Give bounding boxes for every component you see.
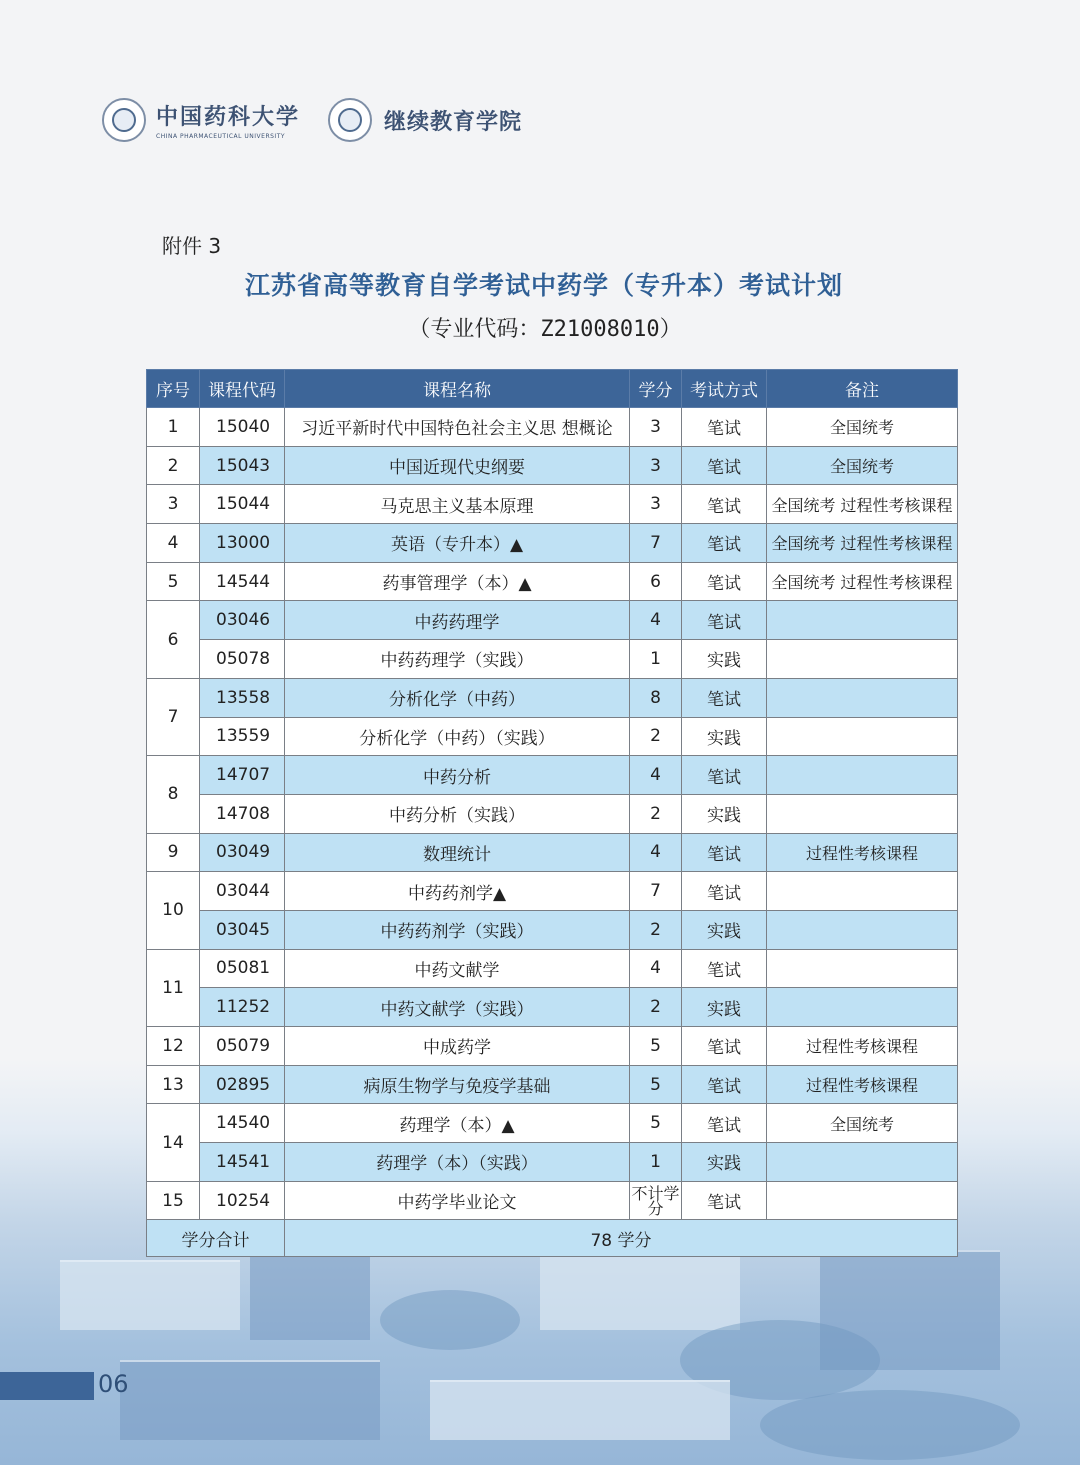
- cell-name: 中国近现代史纲要: [285, 446, 630, 485]
- cell-credit: 3: [630, 446, 682, 485]
- cell-mode: 实践: [682, 1143, 767, 1182]
- college-seal-logo: [328, 98, 372, 142]
- cell-seq: 8: [147, 756, 200, 833]
- cell-name: 中药文献学（实践）: [285, 988, 630, 1027]
- cell-credit: 2: [630, 794, 682, 833]
- cell-note: 全国统考: [767, 446, 958, 485]
- cell-note: [767, 678, 958, 717]
- cell-mode: 笔试: [682, 524, 767, 563]
- cell-seq: 10: [147, 872, 200, 949]
- table-row: [147, 1181, 958, 1220]
- cell-code: 14541: [200, 1143, 285, 1182]
- cell-note: [767, 794, 958, 833]
- cell-mode: 笔试: [682, 872, 767, 911]
- cell-note: [767, 756, 958, 795]
- cell-code: 15043: [200, 446, 285, 485]
- cell-code: 14544: [200, 562, 285, 601]
- cell-note: [767, 1143, 958, 1182]
- cell-name: 药理学（本）（实践）: [285, 1143, 630, 1182]
- table-row: [147, 485, 958, 524]
- cell-note: 全国统考: [767, 408, 958, 447]
- table-row: [147, 1143, 958, 1182]
- university-name-cn: 中国药科大学: [156, 104, 301, 130]
- cell-code: 13000: [200, 524, 285, 563]
- cell-name: 药事管理学（本）▲: [285, 562, 630, 601]
- cell-code: 03045: [200, 910, 285, 949]
- header-code: 课程代码: [200, 370, 285, 408]
- cell-credit: 4: [630, 601, 682, 640]
- cell-code: 14708: [200, 794, 285, 833]
- cell-code: 05078: [200, 640, 285, 679]
- cell-seq: 5: [147, 562, 200, 601]
- cell-code: 02895: [200, 1065, 285, 1104]
- cell-mode: 实践: [682, 988, 767, 1027]
- cell-mode: 笔试: [682, 562, 767, 601]
- cell-code: 05081: [200, 949, 285, 988]
- attachment-label: 附件 3: [162, 234, 222, 258]
- cell-name: 习近平新时代中国特色社会主义思 想概论: [285, 408, 630, 447]
- cell-seq: 6: [147, 601, 200, 678]
- header-logos: [102, 95, 522, 145]
- cell-seq: 9: [147, 833, 200, 872]
- cell-mode: 实践: [682, 910, 767, 949]
- table-row: [147, 640, 958, 679]
- page-number: 06: [98, 1370, 129, 1398]
- cell-code: 13558: [200, 678, 285, 717]
- cell-name: 分析化学（中药）: [285, 678, 630, 717]
- cell-code: 15044: [200, 485, 285, 524]
- cell-name: 中药药理学: [285, 601, 630, 640]
- cell-code: 14540: [200, 1104, 285, 1143]
- table-row: [147, 794, 958, 833]
- cell-note: 全国统考 过程性考核课程: [767, 562, 958, 601]
- header-credit: 学分: [630, 370, 682, 408]
- cell-mode: 笔试: [682, 1104, 767, 1143]
- cell-code: 10254: [200, 1181, 285, 1220]
- table-row: [147, 524, 958, 563]
- total-label: 学分合计: [147, 1220, 285, 1257]
- cell-code: 05079: [200, 1027, 285, 1066]
- header-name: 课程名称: [285, 370, 630, 408]
- table-row: [147, 1027, 958, 1066]
- cell-credit: 2: [630, 910, 682, 949]
- cell-name: 中成药学: [285, 1027, 630, 1066]
- cell-credit: 3: [630, 485, 682, 524]
- cell-note: [767, 640, 958, 679]
- cell-mode: 笔试: [682, 949, 767, 988]
- cell-seq: 14: [147, 1104, 200, 1181]
- cell-credit: 6: [630, 562, 682, 601]
- table-row: [147, 678, 958, 717]
- cell-name: 马克思主义基本原理: [285, 485, 630, 524]
- cell-note: 过程性考核课程: [767, 1027, 958, 1066]
- cell-seq: 13: [147, 1065, 200, 1104]
- cell-seq: 11: [147, 949, 200, 1026]
- cell-credit: 不计学分: [630, 1181, 682, 1220]
- cell-code: 14707: [200, 756, 285, 795]
- table-row: [147, 872, 958, 911]
- cell-note: [767, 1181, 958, 1220]
- college-name: 继续教育学院: [384, 108, 523, 135]
- cell-name: 中药学毕业论文: [285, 1181, 630, 1220]
- header-note: 备注: [767, 370, 958, 408]
- table-row: [147, 833, 958, 872]
- cell-mode: 笔试: [682, 833, 767, 872]
- cell-mode: 笔试: [682, 601, 767, 640]
- cell-mode: 实践: [682, 717, 767, 756]
- table-row: [147, 717, 958, 756]
- cell-code: 03049: [200, 833, 285, 872]
- total-row: [147, 1220, 958, 1257]
- cell-credit: 4: [630, 833, 682, 872]
- cell-credit: 2: [630, 988, 682, 1027]
- cell-seq: 12: [147, 1027, 200, 1066]
- cell-code: 13559: [200, 717, 285, 756]
- cell-seq: 7: [147, 678, 200, 755]
- cell-mode: 笔试: [682, 485, 767, 524]
- header-seq: 序号: [147, 370, 200, 408]
- cell-note: [767, 601, 958, 640]
- table-row: [147, 1104, 958, 1143]
- table-row: [147, 949, 958, 988]
- cell-name: 中药文献学: [285, 949, 630, 988]
- table-header-row: [147, 370, 958, 408]
- cell-mode: 笔试: [682, 1181, 767, 1220]
- cell-credit: 4: [630, 949, 682, 988]
- university-name-en: CHINA PHARMACEUTICAL UNIVERSITY: [156, 133, 286, 140]
- cell-credit: 7: [630, 872, 682, 911]
- cell-note: 过程性考核课程: [767, 1065, 958, 1104]
- cell-name: 药理学（本）▲: [285, 1104, 630, 1143]
- page-number-bar: [0, 1372, 94, 1400]
- table-row: [147, 1065, 958, 1104]
- cell-credit: 8: [630, 678, 682, 717]
- cell-mode: 笔试: [682, 756, 767, 795]
- cell-credit: 7: [630, 524, 682, 563]
- cell-code: 11252: [200, 988, 285, 1027]
- cell-note: 全国统考: [767, 1104, 958, 1143]
- cell-mode: 实践: [682, 794, 767, 833]
- cell-code: 15040: [200, 408, 285, 447]
- cell-mode: 笔试: [682, 446, 767, 485]
- cell-mode: 笔试: [682, 1065, 767, 1104]
- cell-name: 英语（专升本）▲: [285, 524, 630, 563]
- cell-credit: 5: [630, 1065, 682, 1104]
- table-row: [147, 756, 958, 795]
- table-row: [147, 910, 958, 949]
- university-seal-logo: [102, 98, 146, 142]
- cell-note: 全国统考 过程性考核课程: [767, 524, 958, 563]
- cell-note: [767, 988, 958, 1027]
- table-row: [147, 988, 958, 1027]
- cell-mode: 笔试: [682, 408, 767, 447]
- cell-mode: 笔试: [682, 1027, 767, 1066]
- cell-seq: 15: [147, 1181, 200, 1220]
- cell-credit: 2: [630, 717, 682, 756]
- page-subtitle: （专业代码：Z21008010）: [408, 317, 682, 342]
- cell-name: 中药药理学（实践）: [285, 640, 630, 679]
- cell-name: 中药药剂学（实践）: [285, 910, 630, 949]
- header-mode: 考试方式: [682, 370, 767, 408]
- cell-name: 分析化学（中药）（实践）: [285, 717, 630, 756]
- cell-credit: 1: [630, 1143, 682, 1182]
- cell-name: 中药分析: [285, 756, 630, 795]
- cell-name: 中药分析（实践）: [285, 794, 630, 833]
- cell-code: 03044: [200, 872, 285, 911]
- cell-credit: 1: [630, 640, 682, 679]
- cell-note: 全国统考 过程性考核课程: [767, 485, 958, 524]
- cell-note: 过程性考核课程: [767, 833, 958, 872]
- cell-credit: 4: [630, 756, 682, 795]
- cell-name: 中药药剂学▲: [285, 872, 630, 911]
- cell-note: [767, 910, 958, 949]
- cell-note: [767, 872, 958, 911]
- cell-mode: 笔试: [682, 678, 767, 717]
- cell-seq: 3: [147, 485, 200, 524]
- cell-credit: 5: [630, 1027, 682, 1066]
- cell-code: 03046: [200, 601, 285, 640]
- cell-credit: 3: [630, 408, 682, 447]
- cell-name: 数理统计: [285, 833, 630, 872]
- page-title: 江苏省高等教育自学考试中药学（专升本）考试计划: [244, 271, 843, 300]
- cell-note: [767, 717, 958, 756]
- cell-credit: 5: [630, 1104, 682, 1143]
- cell-seq: 4: [147, 524, 200, 563]
- cell-name: 病原生物学与免疫学基础: [285, 1065, 630, 1104]
- exam-plan-table: [146, 369, 958, 1257]
- total-value: 78 学分: [285, 1220, 958, 1257]
- table-row: [147, 446, 958, 485]
- cell-seq: 2: [147, 446, 200, 485]
- table-row: [147, 562, 958, 601]
- table-row: [147, 408, 958, 447]
- cell-mode: 实践: [682, 640, 767, 679]
- cell-note: [767, 949, 958, 988]
- cell-seq: 1: [147, 408, 200, 447]
- table-row: [147, 601, 958, 640]
